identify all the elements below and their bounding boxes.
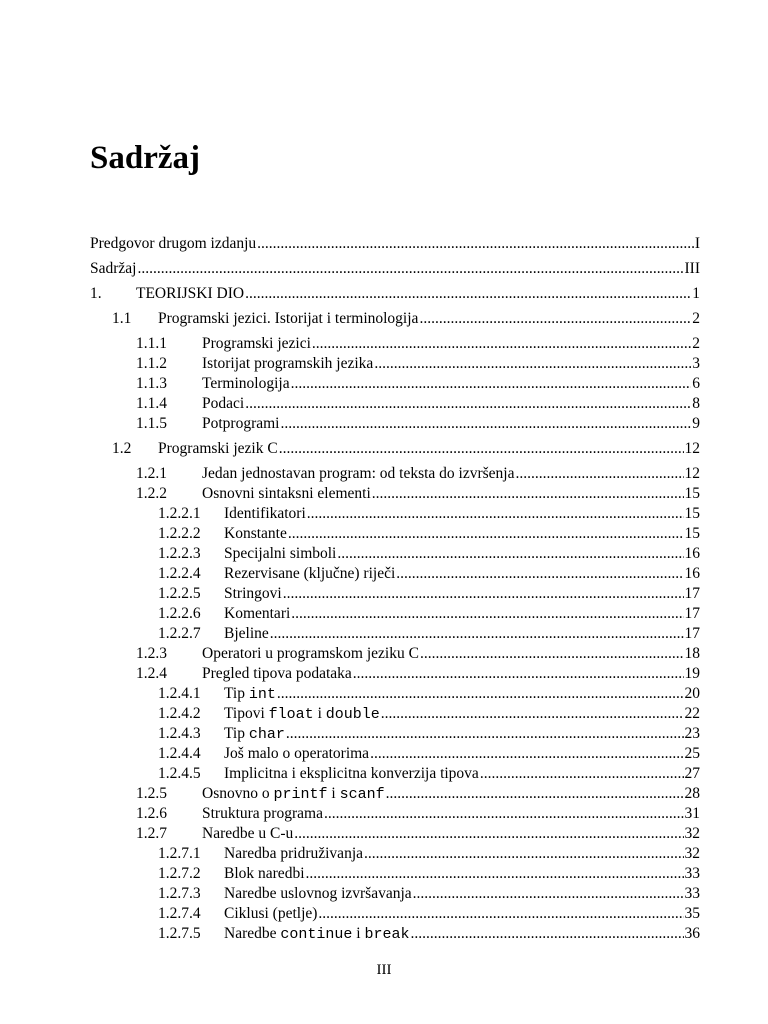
toc-entry-page: I: [694, 235, 700, 252]
toc-entry-page: 28: [684, 785, 700, 802]
toc-entry-number: 1.1.3: [136, 375, 167, 392]
title-text: Naredbe u C-u: [202, 825, 294, 842]
toc-entry-title: [224, 724, 285, 745]
title-text: Programski jezici. Istorijat i terminologija: [158, 310, 419, 327]
toc-entry-page: 6: [692, 375, 700, 392]
dot-leader: [396, 564, 683, 584]
toc-entry-number: 1.2.4.1: [158, 685, 201, 702]
toc-entry-number: 1.2.6: [136, 805, 167, 822]
code-keyword: int: [248, 686, 276, 703]
toc-entry[interactable]: [90, 309, 700, 329]
dot-leader: [372, 484, 684, 504]
toc-entry-page: III: [684, 260, 700, 277]
dot-leader: [386, 784, 684, 804]
dot-leader: [420, 644, 684, 664]
toc-entry-page: 32: [684, 845, 700, 862]
toc-entry[interactable]: [90, 684, 700, 704]
toc-entry-page: 31: [684, 805, 700, 822]
dot-leader: [286, 724, 684, 744]
toc-entry-number: 1.2.7.2: [158, 865, 201, 882]
toc-entry[interactable]: [90, 524, 700, 544]
title-text: Potprogrami: [202, 415, 280, 432]
title-text: i: [313, 705, 326, 722]
toc-entry-number: 1.1.5: [136, 415, 167, 432]
table-of-contents: [90, 234, 700, 944]
toc-entry-number: 1.1.1: [136, 335, 167, 352]
dot-leader: [307, 504, 684, 524]
toc-entry-page: 27: [684, 765, 700, 782]
toc-entry[interactable]: [90, 784, 700, 804]
toc-entry-number: 1.2.4: [136, 665, 167, 682]
toc-entry-number: 1.2.7.1: [158, 845, 201, 862]
dot-leader: [283, 584, 684, 604]
toc-entry-title: [224, 904, 317, 924]
toc-entry-page: 2: [692, 310, 700, 327]
title-text: Tip: [224, 725, 249, 742]
toc-entry[interactable]: [90, 504, 700, 524]
title-text: Specijalni simboli: [224, 545, 337, 562]
title-text: i: [352, 925, 365, 942]
toc-entry-page: 23: [684, 725, 700, 742]
toc-entry-number: 1.2.2: [136, 485, 167, 502]
toc-entry-title: [224, 524, 287, 544]
dot-leader: [281, 414, 692, 434]
toc-entry-number: 1.1.4: [136, 395, 167, 412]
toc-entry-number: 1.2.7.4: [158, 905, 201, 922]
toc-entry-page: 3: [692, 355, 700, 372]
toc-entry-page: 16: [684, 565, 700, 582]
title-text: Pregled tipova podataka: [202, 665, 352, 682]
toc-entry[interactable]: [90, 664, 700, 684]
dot-leader: [257, 234, 694, 254]
toc-entry-number: 1.2.7.3: [158, 885, 201, 902]
title-text: Bjeline: [224, 625, 269, 642]
toc-entry-number: 1.2.4.5: [158, 765, 201, 782]
toc-entry-number: 1.2.2.7: [158, 625, 201, 642]
title-text: Osnovno o: [202, 785, 274, 802]
dot-leader: [245, 394, 691, 414]
page-title: Sadržaj: [90, 140, 200, 176]
toc-entry[interactable]: [90, 704, 700, 724]
dot-leader: [291, 374, 692, 394]
toc-entry-page: 17: [684, 625, 700, 642]
toc-entry-title: [202, 464, 515, 484]
toc-entry-title: [224, 744, 369, 764]
toc-entry-title: [202, 824, 293, 844]
code-keyword: char: [248, 726, 285, 743]
toc-entry-page: 9: [692, 415, 700, 432]
dot-leader: [291, 604, 683, 624]
toc-entry-title: [90, 234, 256, 254]
toc-entry[interactable]: [90, 439, 700, 459]
title-text: Operatori u programskom jeziku C: [202, 645, 419, 662]
dot-leader: [137, 259, 683, 279]
toc-entry-title: [224, 564, 395, 584]
toc-entry[interactable]: [90, 804, 700, 824]
title-text: Osnovni sintaksni elementi: [202, 485, 371, 502]
toc-entry-number: 1.2.2.3: [158, 545, 201, 562]
page-number: III: [376, 962, 392, 978]
toc-entry-number: 1.2.2.6: [158, 605, 201, 622]
dot-leader: [245, 284, 691, 304]
toc-entry[interactable]: [90, 234, 700, 254]
toc-entry-title: [224, 844, 363, 864]
toc-entry-title: [202, 644, 419, 664]
toc-entry[interactable]: [90, 284, 700, 304]
dot-leader: [374, 354, 691, 374]
toc-entry-page: 32: [684, 825, 700, 842]
toc-entry-number: 1.2.4.4: [158, 745, 201, 762]
toc-entry-title: [224, 684, 276, 705]
toc-entry-page: 36: [684, 925, 700, 942]
toc-entry[interactable]: [90, 259, 700, 279]
dot-leader: [364, 844, 683, 864]
toc-entry-page: 15: [684, 485, 700, 502]
title-text: Stringovi: [224, 585, 282, 602]
toc-entry-page: 1: [692, 285, 700, 302]
toc-entry-number: 1.: [90, 285, 102, 302]
title-text: Programski jezik C: [158, 440, 278, 457]
toc-entry-title: [202, 804, 323, 824]
toc-entry-page: 15: [684, 505, 700, 522]
toc-entry-number: 1.2: [112, 440, 132, 457]
dot-leader: [279, 439, 684, 459]
toc-entry-page: 22: [684, 705, 700, 722]
toc-entry-title: [202, 484, 371, 504]
title-text: Rezervisane (ključne) riječi: [224, 565, 396, 582]
toc-entry-number: 1.2.3: [136, 645, 167, 662]
toc-entry-number: 1.2.5: [136, 785, 167, 802]
title-text: Podaci: [202, 395, 245, 412]
dot-leader: [318, 904, 683, 924]
toc-entry-page: 16: [684, 545, 700, 562]
title-text: i: [327, 785, 340, 802]
dot-leader: [294, 824, 683, 844]
dot-leader: [277, 684, 684, 704]
toc-entry[interactable]: [90, 394, 700, 414]
toc-entry-title: [224, 544, 336, 564]
toc-entry-number: 1.2.4.2: [158, 705, 201, 722]
toc-entry-number: 1.2.2.4: [158, 565, 201, 582]
toc-entry-page: 35: [684, 905, 700, 922]
toc-entry-page: 12: [684, 440, 700, 457]
dot-leader: [413, 884, 684, 904]
code-keyword: float: [268, 706, 314, 723]
toc-entry[interactable]: [90, 624, 700, 644]
title-text: Naredba pridruživanja: [224, 845, 364, 862]
toc-entry-title: [158, 439, 278, 459]
toc-entry-title: [136, 284, 244, 304]
title-text: Struktura programa: [202, 805, 323, 822]
toc-entry[interactable]: [90, 414, 700, 434]
title-text: Jedan jednostavan program: od teksta do izvršenja: [202, 465, 515, 482]
title-text: Još malo o operatorima: [224, 745, 370, 762]
title-text: Ciklusi (petlje): [224, 905, 318, 922]
toc-entry-page: 17: [684, 585, 700, 602]
title-text: Naredbe: [224, 925, 281, 942]
toc-entry-page: 33: [684, 865, 700, 882]
dot-leader: [419, 309, 691, 329]
dot-leader: [312, 334, 691, 354]
toc-entry[interactable]: [90, 824, 700, 844]
title-text: TEORIJSKI DIO: [136, 285, 245, 302]
toc-entry-number: 1.2.7.5: [158, 925, 201, 942]
toc-entry-number: 1.2.2.2: [158, 525, 201, 542]
toc-entry[interactable]: [90, 924, 700, 944]
toc-entry[interactable]: [90, 354, 700, 374]
code-keyword: double: [325, 706, 380, 723]
toc-entry-number: 1.2.2.1: [158, 505, 201, 522]
toc-entry-number: 1.2.2.5: [158, 585, 201, 602]
dot-leader: [306, 864, 684, 884]
toc-entry-title: [224, 584, 282, 604]
toc-entry-page: 25: [684, 745, 700, 762]
title-text: Blok naredbi: [224, 865, 305, 882]
code-keyword: printf: [273, 786, 328, 803]
toc-entry[interactable]: [90, 724, 700, 744]
code-keyword: break: [364, 926, 410, 943]
dot-leader: [410, 924, 683, 944]
toc-entry-title: [224, 924, 409, 945]
toc-entry-page: 2: [692, 335, 700, 352]
toc-entry-title: [224, 504, 306, 524]
toc-entry[interactable]: [90, 484, 700, 504]
toc-entry[interactable]: [90, 904, 700, 924]
toc-entry-page: 15: [684, 525, 700, 542]
title-text: Identifikatori: [224, 505, 306, 522]
toc-entry[interactable]: [90, 604, 700, 624]
code-keyword: continue: [280, 926, 353, 943]
title-text: Tip: [224, 685, 249, 702]
toc-entry-number: 1.2.4.3: [158, 725, 201, 742]
toc-entry-title: [224, 864, 305, 884]
toc-entry[interactable]: [90, 584, 700, 604]
toc-entry-title: [224, 624, 269, 644]
toc-entry-page: 12: [684, 465, 700, 482]
title-text: Predgovor drugom izdanju: [90, 235, 257, 252]
toc-entry-title: [202, 664, 352, 684]
toc-entry-title: [90, 259, 136, 279]
dot-leader: [288, 524, 684, 544]
toc-entry-title: [202, 354, 373, 374]
dot-leader: [516, 464, 684, 484]
toc-entry-page: 17: [684, 605, 700, 622]
toc-entry-page: 33: [684, 885, 700, 902]
toc-entry-title: [202, 394, 244, 414]
dot-leader: [337, 544, 683, 564]
toc-entry[interactable]: [90, 334, 700, 354]
toc-entry[interactable]: [90, 884, 700, 904]
toc-entry[interactable]: [90, 844, 700, 864]
dot-leader: [270, 624, 684, 644]
title-text: Istorijat programskih jezika: [202, 355, 374, 372]
title-text: Programski jezici: [202, 335, 311, 352]
title-text: Komentari: [224, 605, 291, 622]
code-keyword: scanf: [339, 786, 385, 803]
toc-entry-page: 20: [684, 685, 700, 702]
toc-entry[interactable]: [90, 464, 700, 484]
toc-entry-page: 19: [684, 665, 700, 682]
title-text: Tipovi: [224, 705, 269, 722]
toc-entry-title: [202, 414, 280, 434]
title-text: Naredbe uslovnog izvršavanja: [224, 885, 412, 902]
toc-entry-title: [202, 374, 290, 394]
dot-leader: [370, 744, 683, 764]
toc-entry-page: 18: [684, 645, 700, 662]
dot-leader: [324, 804, 684, 824]
toc-entry[interactable]: [90, 644, 700, 664]
title-text: Terminologija: [202, 375, 290, 392]
toc-entry-title: [202, 334, 311, 354]
title-text: Sadržaj: [90, 260, 137, 277]
toc-entry-title: [224, 884, 412, 904]
toc-entry-page: 8: [692, 395, 700, 412]
toc-entry-number: 1.1.2: [136, 355, 167, 372]
toc-entry-number: 1.2.1: [136, 465, 167, 482]
toc-entry-title: [224, 764, 479, 784]
title-text: Konstante: [224, 525, 287, 542]
toc-entry[interactable]: [90, 764, 700, 784]
toc-entry[interactable]: [90, 864, 700, 884]
toc-entry-title: [202, 784, 385, 805]
toc-entry[interactable]: [90, 744, 700, 764]
dot-leader: [480, 764, 684, 784]
toc-entry-title: [224, 704, 380, 725]
dot-leader: [353, 664, 684, 684]
title-text: Implicitna i eksplicitna konverzija tipova: [224, 765, 479, 782]
toc-entry[interactable]: [90, 374, 700, 394]
dot-leader: [381, 704, 684, 724]
toc-entry[interactable]: [90, 544, 700, 564]
toc-entry[interactable]: [90, 564, 700, 584]
toc-entry-title: [224, 604, 290, 624]
toc-entry-title: [158, 309, 418, 329]
toc-entry-number: 1.2.7: [136, 825, 167, 842]
toc-entry-number: 1.1: [112, 310, 132, 327]
